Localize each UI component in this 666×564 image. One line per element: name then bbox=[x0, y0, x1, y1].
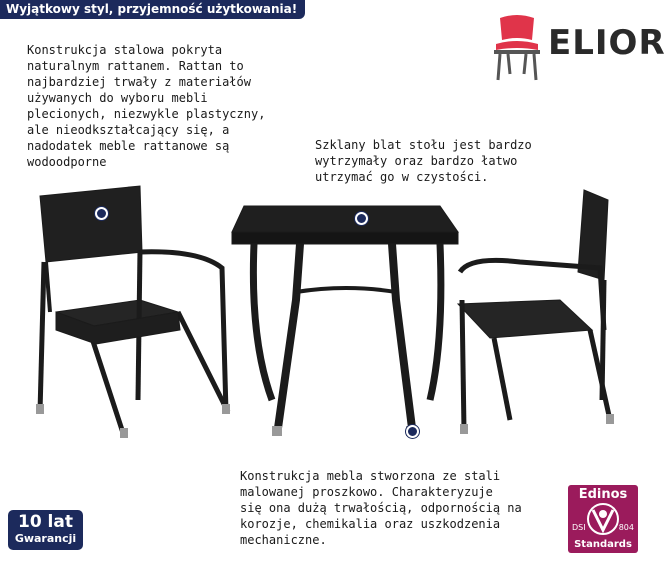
warranty-badge bbox=[8, 510, 83, 550]
certificate-label: Standards bbox=[574, 539, 632, 550]
glass-callout-dot bbox=[355, 212, 368, 225]
certificate-emblem-icon bbox=[583, 502, 623, 536]
glass-top-note: Szklany blat stołu jest bardzo wytrzymały oraz bardzo łatwo utrzymać go w czystości. bbox=[315, 138, 532, 184]
certificate-dsi: DSI bbox=[572, 523, 586, 532]
promo-banner: Wyjątkowy styl, przyjemność użytkowania! bbox=[0, 0, 305, 19]
steel-frame-note: Konstrukcja mebla stworzona ze stali malowanej proszkowo. Charakteryzuje się ona dużą trwałością, odpornością na korozje, chemikalia oraz uszkodzenia mechaniczne. bbox=[240, 469, 522, 547]
certificate-number: 804 bbox=[618, 523, 634, 532]
warranty-label: Gwarancji bbox=[14, 532, 77, 545]
brand-name: ELIOR bbox=[548, 23, 666, 63]
table bbox=[232, 206, 458, 436]
rattan-note: Konstrukcja stalowa pokryta naturalnym rattanem. Rattan to najbardziej trwały z materiałów używanych do wyboru mebli plecionych, niezwykle plastyczny, ale nieodkształcający się, a nadodatek meble rattanowe są wodoodporne bbox=[27, 43, 266, 169]
rattan-callout-dot bbox=[95, 207, 108, 220]
frame-callout-dot bbox=[406, 425, 419, 438]
certificate-name: Edinos bbox=[578, 487, 628, 502]
left-chair bbox=[36, 186, 230, 438]
edinos-certificate-badge bbox=[568, 485, 638, 553]
right-chair bbox=[458, 190, 614, 434]
warranty-years: 10 lat bbox=[17, 512, 73, 532]
